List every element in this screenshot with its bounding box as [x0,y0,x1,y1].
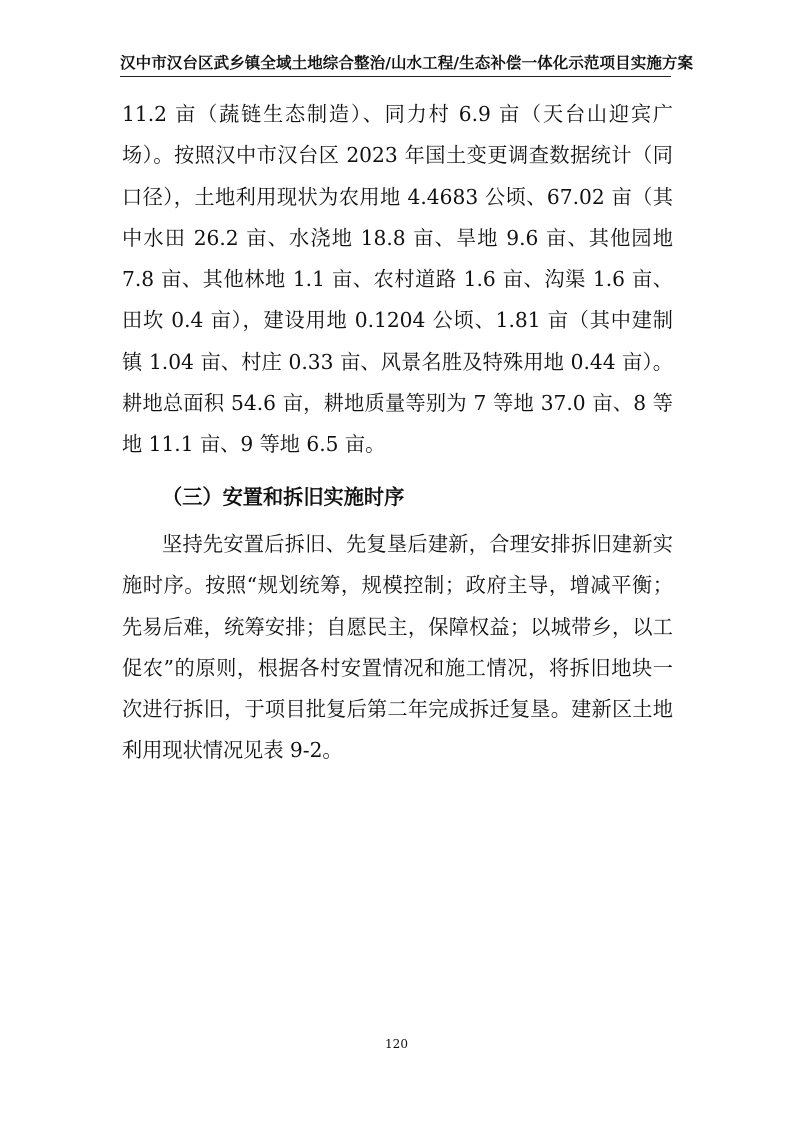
header-title: 汉中市汉台区武乡镇全域土地综合整治/山水工程/生态补偿一体化示范项目实施方案 [120,54,694,72]
body-paragraph-2: 坚持先安置后拆旧、先复垦后建新，合理安排拆旧建新实施时序。按照“规划统筹，规模控制；政府主导，增减平衡；先易后难，统筹安排；自愿民主，保障权益；以城带乡，以工促农”的原则，根据各村安置情况和施工情况，将拆旧地块一次进行拆旧，于项目批复后第二年完成拆迁复垦。建新区土地利用现状情况见表 9-2。 [122,532,673,763]
running-header [120,50,694,77]
page-number: 120 [385,1037,408,1051]
body-paragraph-1: 11.2 亩（蔬链生态制造）、同力村 6.9 亩（天台山迎宾广场）。按照汉中市汉台区 2023 年国土变更调查数据统计（同口径），土地利用现状为农用地 4.4683 公顷、67.02 亩（其中水田 26.2 亩、水浇地 18.8 亩、旱地 9.6 亩、其他园地 7.8 亩、其他林地 1.1 亩、农村道路 1.6 亩、沟渠 1.6 亩、田坎 0.4 亩），建设用地 0.1204 公顷、1.81 亩（其中建制镇 1.04 亩、村庄 0.33 亩、风景名胜及特殊用地 0.44 亩）。耕地总面积 54.6 亩，耕地质量等别为 7 等地 37.0 亩、8 等地 11.1 亩、9 等地 6.5 亩。 [122,102,673,457]
section-heading: （三）安置和拆旧实施时序 [162,485,405,509]
